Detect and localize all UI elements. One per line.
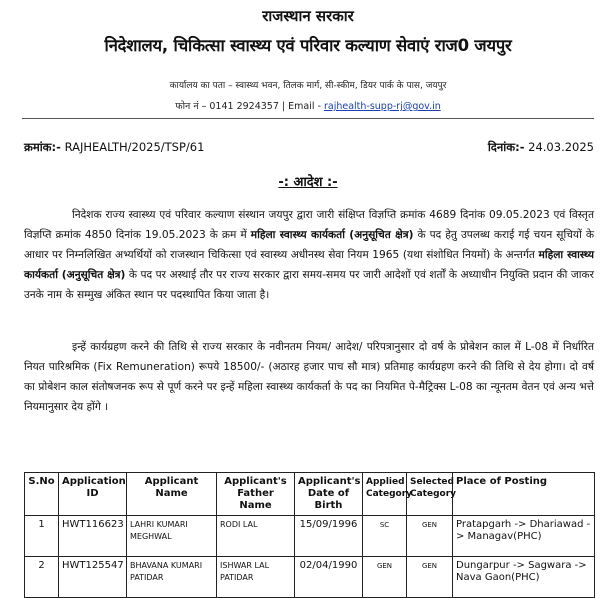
cell-sno: 2 [25,557,59,598]
cell-applied-category: SC [363,516,407,557]
para1-text-a: निदेशक राज्य स्वास्थ्य एवं परिवार कल्याण संस्थान जयपुर द्वारा जारी संक्षिप्त विज्ञप्ति क्रमांक 4689 दिनांक 09.05.2023 एवं विस्तृत विज्ञप्ति क्रमांक 4850 दिनांक 19.05.2023 के क्रम में [24,209,594,241]
cell-place-of-posting: Dungarpur -> Sagwara -> Nava Gaon(PHC) [453,557,595,598]
cell-sno: 1 [25,516,59,557]
cell-dob: 15/09/1996 [295,516,363,557]
date-label: दिनांक:- [487,140,525,154]
contact-line [0,99,616,112]
table-header-row [25,473,595,516]
govt-title: राजस्थान सरकार [262,7,354,25]
cell-selected-category: GEN [407,557,453,598]
cell-selected-category: GEN [407,516,453,557]
col-father-name: Applicant's Father Name [217,473,295,516]
cell-father-name: ISHWAR LAL PATIDAR [217,557,295,598]
cell-applicant-name: LAHRI KUMARI MEGHWAL [127,516,217,557]
header-divider [22,118,594,119]
ref-value: RAJHEALTH/2025/TSP/61 [64,140,205,154]
order-paragraph-1 [24,205,594,305]
para1-text-c: के पद पर अस्थाई तौर पर राज्य सरकार द्वारा समय-समय पर जारी आदेशों एवं शर्तों के अध्याधीन नियुक्ति प्रदान की जाकर उनके नाम के सम्मुख अंकित स्थान पर पदस्थापित किया जाता है। [24,269,595,301]
col-application-id: Application ID [59,473,127,516]
col-selected-category: Selected Category [407,473,453,516]
col-applicant-name: Applicant Name [127,473,217,516]
table-row [25,557,595,598]
cell-application-id: HWT125547 [59,557,127,598]
department-title: निदेशालय, चिकित्सा स्वास्थ्य एवं परिवार कल्याण सेवाएं राज0 जयपुर [104,36,512,55]
cell-father-name: RODI LAL [217,516,295,557]
email-link[interactable]: rajhealth-supp-rj@gov.in [323,101,441,112]
date-value: 24.03.2025 [528,140,594,154]
table-row [25,516,595,557]
order-paragraph-2: इन्हें कार्यग्रहण करने की तिथि से राज्य सरकार के नवीनतम नियम/ आदेश/ परिपत्रानुसार दो वर्ष के प्रोबेशन काल में L-08 में निर्धारित नियत पारिश्रमिक (Fix Remuneration) रूपये 18500/- (अठारह हजार पाच सौ मात्र) प्रतिमाह कार्यग्रहण करने की तिथि से देय होगा। दो वर्ष का प्रोबेशन काल संतोषजनक रूप से पूर्ण करने पर इन्हें महिला स्वास्थ्य कार्यकर्ता के पद का नियमित पे-मैट्रिक्स L-08 का न्यूनतम वेतन एवं अन्य भत्ते नियमानुसार देय होंगे । [24,341,594,413]
cell-application-id: HWT116623 [59,516,127,557]
order-heading [0,172,616,190]
order-heading-text: -: आदेश :- [278,175,338,190]
para1-post-name-b: महिला स्वास्थ्य कार्यकर्ता (अनुसूचित क्षेत्र) [24,249,594,281]
reference-date [488,140,594,155]
col-applied-category: Applied Category [363,473,407,516]
col-sno: S.No [25,473,59,516]
reference-number [24,140,204,155]
para1-text-b: के पद हेतु उपलब्ध कराई गई चयन सूचियों के आधार पर निम्नलिखित अभ्यर्थियों को राजस्थान चिकित्सा एवं स्वास्थ्य अधीनस्थ सेवा नियम 1965 (यथा संशोधित नियमों) के अन्तर्गत [24,229,594,261]
posting-table [24,472,595,598]
phone-label: फोन नं – 0141 2924357 | Email - [175,101,324,112]
ref-label: क्रमांक:- [24,140,61,154]
col-place-of-posting: Place of Posting [453,473,595,516]
col-dob: Applicant's Date of Birth [295,473,363,516]
cell-applied-category: GEN [363,557,407,598]
para1-post-name-a: महिला स्वास्थ्य कार्यकर्ता (अनुसूचित क्षेत्र) [250,229,414,241]
cell-dob: 02/04/1990 [295,557,363,598]
cell-applicant-name: BHAVANA KUMARI PATIDAR [127,557,217,598]
cell-place-of-posting: Pratapgarh -> Dhariawad -> Managav(PHC) [453,516,595,557]
office-address: कार्यालय का पता – स्वास्थ्य भवन, तिलक मार्ग, सी-स्कीम, डियर पार्क के पास, जयपुर [169,81,447,91]
